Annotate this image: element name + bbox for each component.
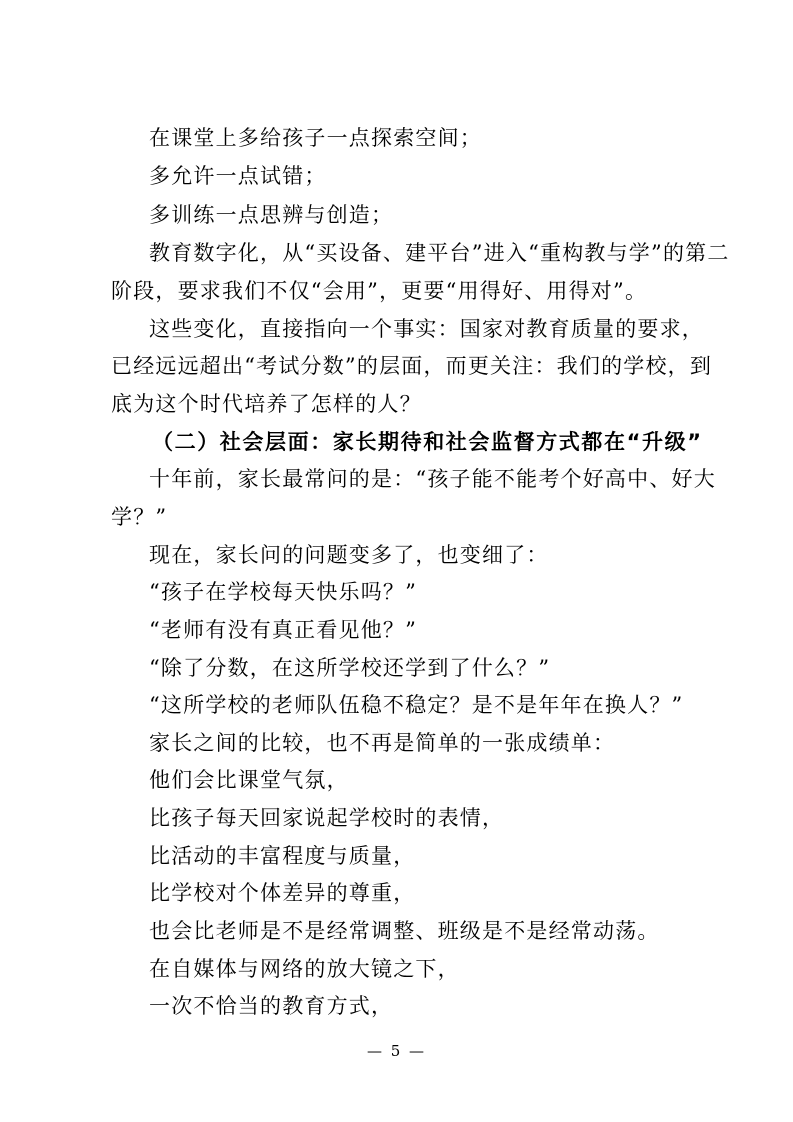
paragraph-line: 学？” [111, 505, 168, 529]
paragraph-line: 现在，家长问的问题变多了，也变细了： [149, 543, 549, 567]
paragraph-line: 他们会比课堂气氛， [149, 768, 349, 792]
paragraph-line: 多允许一点试错； [149, 164, 327, 188]
quote-line: “孩子在学校每天快乐吗？” [149, 580, 418, 604]
paragraph-line: 比孩子每天回家说起学校时的表情， [149, 806, 505, 830]
paragraph-line: 在课堂上多给孩子一点探索空间； [149, 126, 482, 150]
paragraph-line: 底为这个时代培养了怎样的人？ [111, 392, 422, 416]
quote-line: “除了分数，在这所学校还学到了什么？” [149, 656, 551, 680]
paragraph-line: 阶段，要求我们不仅“会用”，更要“用得好、用得对”。 [111, 279, 648, 303]
paragraph-line: 在自媒体与网络的放大镜之下， [149, 957, 460, 981]
paragraph-line: 已经远远超出“考试分数”的层面，而更关注：我们的学校，到 [111, 354, 713, 378]
paragraph-line: 也会比老师是不是经常调整、班级是不是经常动荡。 [149, 919, 660, 943]
page-number: — 5 — [366, 1042, 427, 1060]
paragraph-line: 十年前，家长最常问的是：“孩子能不能考个好高中、好大 [149, 467, 716, 491]
paragraph-line: 比学校对个体差异的尊重， [149, 881, 416, 905]
paragraph-line: 多训练一点思辨与创造； [149, 203, 394, 227]
quote-line: “老师有没有真正看见他？” [149, 618, 418, 642]
section-heading: （二）社会层面：家长期待和社会监督方式都在“升级” [152, 430, 703, 454]
paragraph-line: 一次不恰当的教育方式， [149, 994, 394, 1018]
paragraph-line: 家长之间的比较，也不再是简单的一张成绩单： [149, 731, 616, 755]
paragraph-line: 比活动的丰富程度与质量， [149, 844, 416, 868]
quote-line: “这所学校的老师队伍稳不稳定？是不是年年在换人？” [149, 693, 684, 717]
paragraph-line: 教育数字化，从“买设备、建平台”进入“重构教与学”的第二 [149, 241, 730, 265]
paragraph-line: 这些变化，直接指向一个事实：国家对教育质量的要求， [149, 317, 704, 341]
